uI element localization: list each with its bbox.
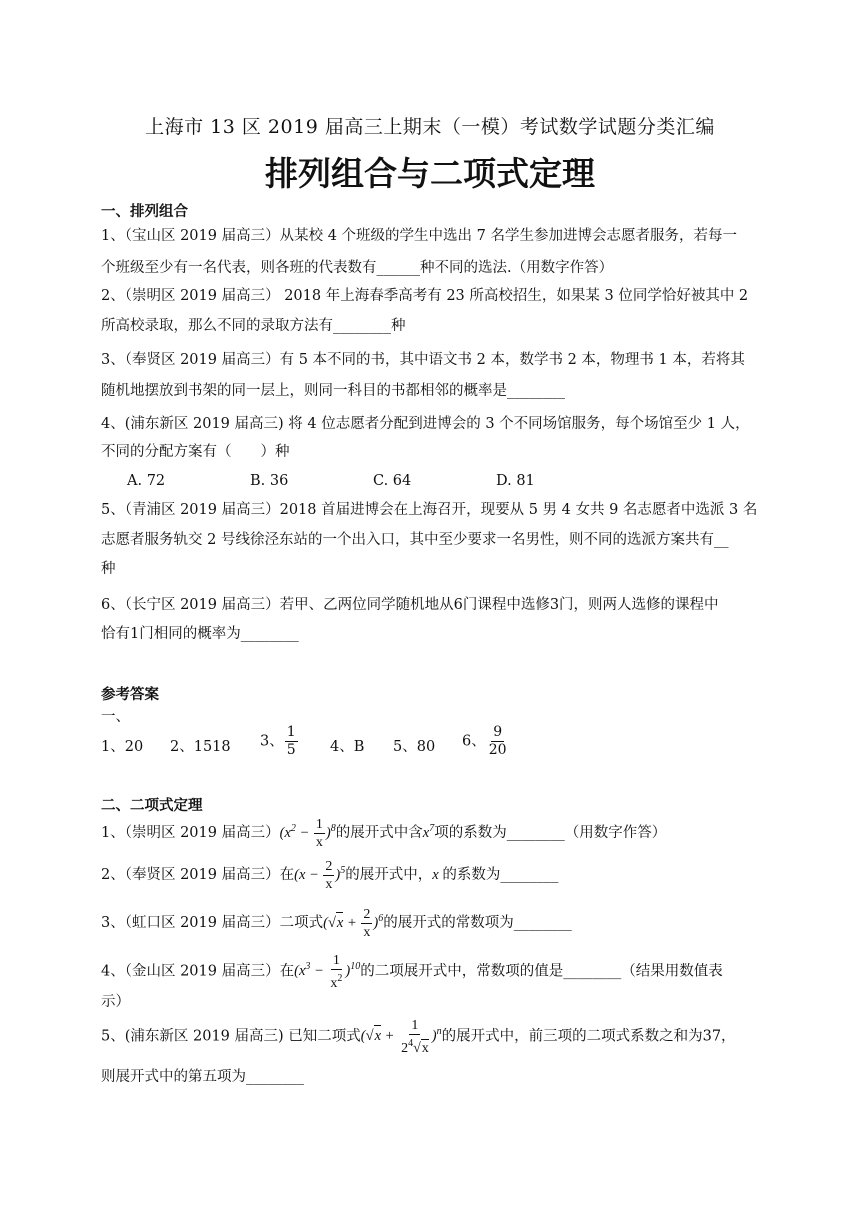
answer-6	[462, 724, 510, 759]
binomial-question-4	[101, 952, 761, 992]
binomial-question-1-text: 的展开式中含	[335, 824, 423, 841]
binomial-question-5-prefix: 5、(浦东新区 2019 届高三) 已知二项式	[101, 1028, 361, 1045]
question-1-line-1: 1、（宝山区 2019 届高三）从某校 4 个班级的学生中选出 7 名学生参加进博会志愿者服务，若每一	[101, 228, 737, 244]
answer-6-fraction	[487, 724, 509, 759]
answers-heading: 参考答案	[101, 687, 159, 703]
page-title: 排列组合与二项式定理	[265, 154, 595, 193]
section-heading-binomial: 二、二项式定理	[101, 798, 203, 814]
question-2-line-2: 所高校录取，那么不同的录取方法有________种	[101, 318, 406, 334]
answer-2: 2、1518	[170, 739, 231, 755]
answer-5: 5、80	[393, 739, 436, 755]
document-header: 上海市 13 区 2019 届高三上期末（一模）考试数学试题分类汇编	[145, 116, 715, 138]
answer-6-numerator: 9	[493, 724, 503, 740]
binomial-question-1-formula: ($x^2$ − $\frac{1}{x}$ )$^8$	[279, 817, 336, 850]
section-heading-permutations: 一、排列组合	[101, 204, 188, 220]
answer-3-prefix: 3、	[260, 733, 284, 750]
binomial-question-5: 5、(浦东新区 2019 届高三) 已知二项式(√x + $\frac{1}{2^4√x}$ )$^n$的展开式中，前三项的二项式系数之和为37，	[101, 1018, 736, 1056]
question-5-line-3: 种	[101, 561, 116, 577]
binomial-question-4-prefix: 4、（金山区 2019 届高三）在	[101, 963, 295, 980]
binomial-question-3	[101, 906, 761, 941]
binomial-question-1-text-2: 项的系数为________（用数字作答）	[434, 824, 667, 841]
binomial-question-3-formula: (√x + $\frac{2}{x}$ )$^6$	[323, 907, 384, 940]
option-d: D. 81	[496, 473, 535, 489]
answer-3-fraction	[285, 724, 298, 759]
question-3-line-1: 3、（奉贤区 2019 届高三）有 5 本不同的书，其中语文书 2 本，数学书 2 本，物理书 1 本，若将其	[101, 352, 745, 368]
binomial-question-5-text: 的展开式中，前三项的二项式系数之和为	[441, 1028, 703, 1045]
answer-6-prefix: 6、	[462, 733, 486, 750]
answer-6-denominator: 20	[488, 742, 507, 758]
question-6-line-1: 6、（长宁区 2019 届高三）若甲、乙两位同学随机地从6门课程中选修3门，则两人选修的课程中	[101, 597, 719, 613]
binomial-question-3-prefix: 3、（虹口区 2019 届高三）二项式	[101, 914, 324, 931]
answer-3-denominator: 5	[286, 742, 296, 758]
answer-4: 4、B	[330, 739, 365, 755]
binomial-question-5-formula: (√x + $\frac{1}{2^4√x}$ )$^n$	[360, 1018, 442, 1056]
answer-3-numerator: 1	[286, 724, 296, 740]
option-a: A. 72	[127, 473, 166, 489]
binomial-question-2	[101, 858, 761, 893]
binomial-question-5-line-2: 则展开式中的第五项为________	[101, 1069, 304, 1085]
question-5-line-2: 志愿者服务轨交 2 号线徐泾东站的一个出入口，其中至少要求一名男性，则不同的选派方案共有__	[101, 532, 729, 548]
binomial-question-2-formula: (x − $\frac{2}{x}$ )$^5$	[294, 859, 346, 892]
question-1-line-2: 个班级至少有一名代表，则各班的代表数有______种不同的选法.（用数字作答）	[101, 260, 614, 276]
binomial-question-4-line-2: 示）	[101, 994, 130, 1010]
binomial-question-2-prefix: 2、（奉贤区 2019 届高三）在	[101, 866, 295, 883]
binomial-question-4-formula: ($x^3$ − $\frac{1}{x^2}$ )$^{10}$	[294, 953, 361, 991]
binomial-question-2-text-2: 的系数为________	[442, 866, 559, 883]
binomial-question-1-term: $x^7$	[422, 822, 435, 841]
binomial-question-5-number: 37	[702, 1028, 722, 1045]
question-6-line-2: 恰有1门相同的概率为________	[101, 626, 299, 642]
question-3-line-2: 随机地摆放到书架的同一层上，则同一科目的书都相邻的概率是________	[101, 383, 565, 399]
option-b: B. 36	[250, 473, 289, 489]
question-2-line-1: 2、（崇明区 2019 届高三） 2018 年上海春季高考有 23 所高校招生，如果某 3 位同学恰好被其中 2	[101, 288, 749, 304]
binomial-question-2-text: 的展开式中，	[345, 866, 433, 883]
option-c: C. 64	[373, 473, 412, 489]
answer-3	[260, 724, 299, 759]
binomial-question-4-text: 的二项展开式中，常数项的值是________（结果用数值表	[360, 963, 723, 980]
binomial-question-1	[101, 816, 761, 851]
answers-sub-heading: 一、	[101, 709, 130, 725]
binomial-question-1-prefix: 1、（崇明区 2019 届高三）	[101, 824, 280, 841]
binomial-question-3-text: 的展开式的常数项为________	[383, 914, 572, 931]
question-5-line-1: 5、（青浦区 2019 届高三）2018 首届进博会在上海召开，现要从 5 男 4 女共 9 名志愿者中选派 3 名	[101, 502, 758, 518]
answer-1: 1、20	[101, 739, 144, 755]
binomial-question-2-var: x	[432, 866, 443, 883]
question-4-line-1: 4、(浦东新区 2019 届高三) 将 4 位志愿者分配到进博会的 3 个不同场馆服务，每个场馆至少 1 人，	[101, 416, 750, 432]
question-4-line-2: 不同的分配方案有（ ）种	[101, 444, 290, 460]
